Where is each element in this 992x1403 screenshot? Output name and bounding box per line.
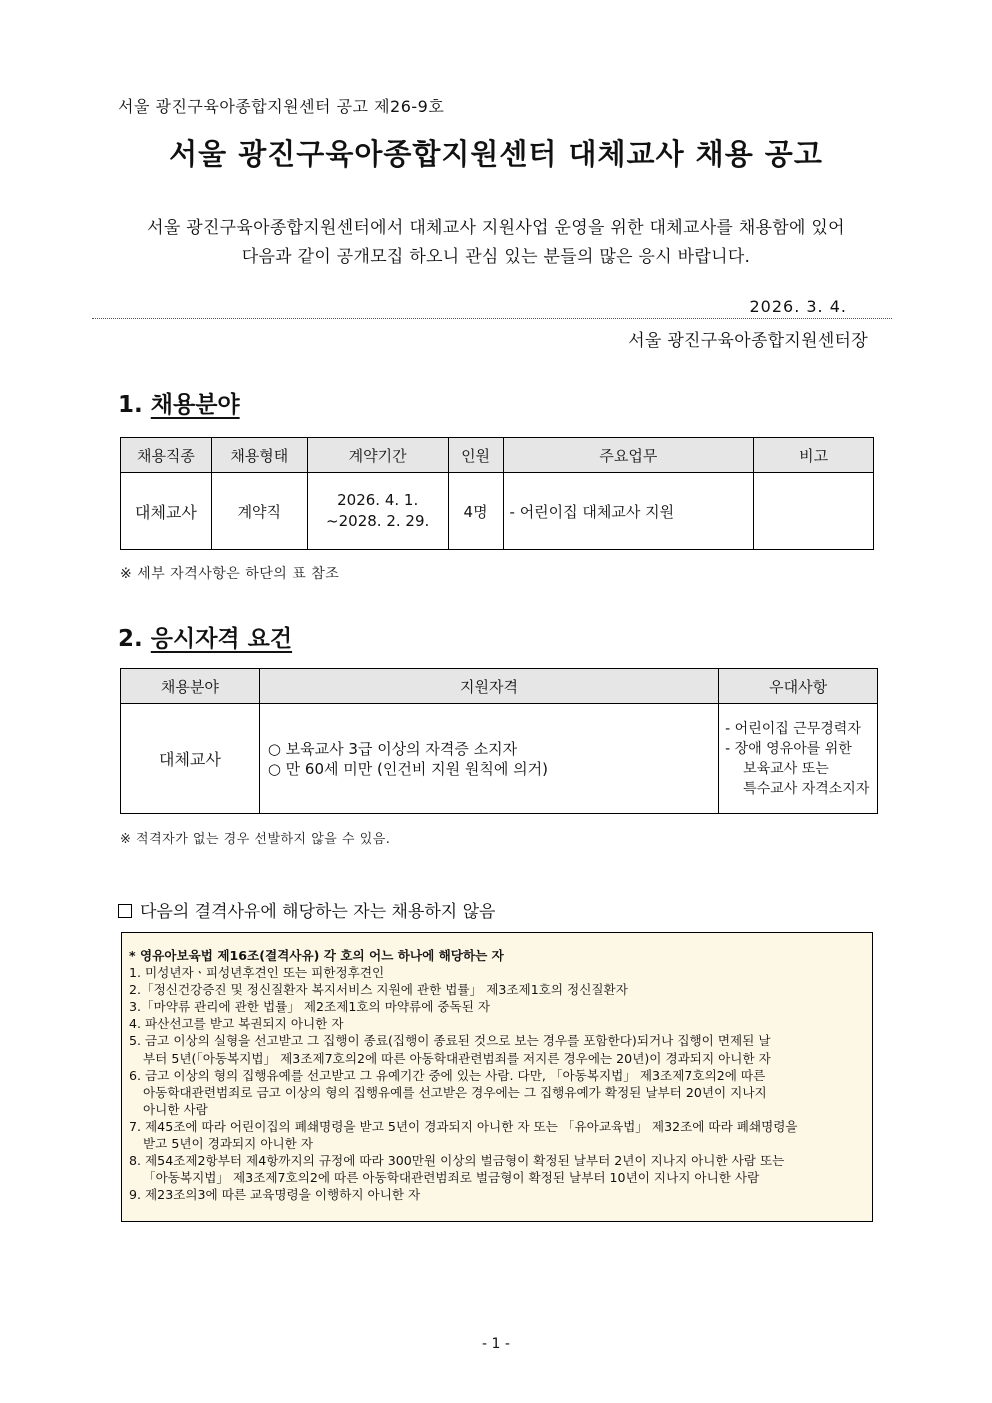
cell-duty: - 어린이집 대체교사 지원 bbox=[503, 473, 754, 550]
section-2-heading bbox=[118, 620, 292, 653]
list-item: 7. 제45조에 따라 어린이집의 폐쇄명령을 받고 5년이 경과되지 아니한 자 또는 「유아교육법」 제32조에 따라 폐쇄명령을 bbox=[129, 1118, 798, 1134]
disqualification-heading bbox=[118, 897, 495, 922]
header-remark: 비고 bbox=[754, 438, 874, 473]
header-type: 채용형태 bbox=[211, 438, 307, 473]
cell-count: 4명 bbox=[448, 473, 503, 550]
cell-preference bbox=[719, 704, 878, 814]
list-item: 8. 제54조제2항부터 제4항까지의 규정에 따라 300만원 이상의 벌금형이 확정된 날부터 2년이 지나지 아니한 사람 또는 bbox=[129, 1153, 785, 1169]
table-header-row bbox=[121, 438, 874, 473]
period-start: 2026. 4. 1. bbox=[337, 491, 419, 509]
section-2-title: 응시자격 요건 bbox=[150, 626, 293, 652]
list-item: 9. 제23조의3에 따른 교육명령을 이행하지 아니한 자 bbox=[129, 1187, 421, 1203]
preference-2: - 장애 영유아를 위한 bbox=[725, 740, 852, 757]
list-item: 「아동복지법」 제3조제7호의2에 따른 아동학대관련범죄로 벌금형이 확정된 날부터 10년이 지나지 아니한 사람 bbox=[143, 1170, 760, 1186]
cell-type: 계약직 bbox=[211, 473, 307, 550]
table-header-row bbox=[121, 669, 878, 704]
list-item: 아동학대관련범죄로 금고 이상의 형의 집행유예를 선고받은 경우에는 그 집행유예가 확정된 날부터 20년이 지나지 bbox=[143, 1084, 767, 1100]
list-item: 부터 5년(「아동복지법」 제3조제7호의2에 따른 아동학대관련범죄를 저지른 경우에는 20년)이 경과되지 아니한 자 bbox=[143, 1050, 771, 1066]
list-item: 5. 금고 이상의 실형을 선고받고 그 집행이 종료(집행이 종료된 것으로 보는 경우를 포함한다)되거나 집행이 면제된 날 bbox=[129, 1033, 771, 1049]
list-item: 2.「정신건강증진 및 정신질환자 복지서비스 지원에 관한 법률」 제3조제1호의 정신질환자 bbox=[129, 982, 628, 998]
notice-date: 2026. 3. 4. bbox=[749, 297, 847, 316]
qualification-table bbox=[120, 668, 878, 814]
disqualification-box-title: * 영유아보육법 제16조(결격사유) 각 호의 어느 하나에 해당하는 자 bbox=[129, 948, 504, 963]
recruitment-table bbox=[120, 437, 874, 550]
cell-job: 대체교사 bbox=[121, 473, 212, 550]
dotted-divider bbox=[92, 318, 892, 319]
cell-qualification bbox=[259, 704, 718, 814]
table-row bbox=[121, 473, 874, 550]
period-end: ~2028. 2. 29. bbox=[326, 512, 430, 530]
list-item: 1. 미성년자ㆍ피성년후견인 또는 피한정후견인 bbox=[129, 965, 385, 981]
disqualification-box bbox=[121, 932, 873, 1222]
intro-line-1: 서울 광진구육아종합지원센터에서 대체교사 지원사업 운영을 위한 대체교사를 채용함에 있어 bbox=[147, 218, 845, 238]
intro-line-2: 다음과 같이 공개모집 하오니 관심 있는 분들의 많은 응시 바랍니다. bbox=[241, 247, 751, 267]
header-qualification: 지원자격 bbox=[259, 669, 718, 704]
header-period: 계약기간 bbox=[307, 438, 448, 473]
preference-3: 보육교사 또는 bbox=[743, 760, 829, 777]
section-1-title: 채용분야 bbox=[150, 392, 240, 418]
qualification-2: ○ 만 60세 미만 (인건비 지원 원칙에 의거) bbox=[267, 759, 548, 778]
notice-number: 서울 광진구육아종합지원센터 공고 제26-9호 bbox=[118, 97, 445, 116]
cell-remark bbox=[754, 473, 874, 550]
table-row bbox=[121, 704, 878, 814]
header-field: 채용분야 bbox=[121, 669, 260, 704]
section-1-heading bbox=[118, 386, 240, 419]
qualification-1: ○ 보육교사 3급 이상의 자격증 소지자 bbox=[267, 739, 518, 758]
list-item: 받고 5년이 경과되지 아니한 자 bbox=[143, 1136, 314, 1152]
cell-field: 대체교사 bbox=[121, 704, 260, 814]
disqualification-heading-text: 다음의 결격사유에 해당하는 자는 채용하지 않음 bbox=[140, 902, 496, 922]
list-item: 4. 파산선고를 받고 복권되지 아니한 자 bbox=[129, 1016, 344, 1032]
list-item: 6. 금고 이상의 형의 집행유예를 선고받고 그 유예기간 중에 있는 사람. 다만, 「아동복지법」 제3조제7호의2에 따른 bbox=[129, 1067, 766, 1083]
section-1-number: 1. bbox=[118, 392, 143, 418]
header-preference: 우대사항 bbox=[719, 669, 878, 704]
list-item: 3.「마약류 관리에 관한 법률」 제2조제1호의 마약류에 중독된 자 bbox=[129, 999, 491, 1015]
header-count: 인원 bbox=[448, 438, 503, 473]
cell-period bbox=[307, 473, 448, 550]
page-number: - 1 - bbox=[482, 1336, 510, 1352]
preference-4: 특수교사 자격소지자 bbox=[743, 780, 870, 797]
section-2-note: ※ 적격자가 없는 경우 선발하지 않을 수 있음. bbox=[120, 832, 391, 847]
list-item: 아니한 사람 bbox=[143, 1101, 208, 1117]
page-title: 서울 광진구육아종합지원센터 대체교사 채용 공고 bbox=[169, 137, 823, 171]
header-job: 채용직종 bbox=[121, 438, 212, 473]
section-1-note: ※ 세부 자격사항은 하단의 표 참조 bbox=[120, 566, 340, 582]
checkbox-icon bbox=[118, 904, 132, 918]
section-2-number: 2. bbox=[118, 626, 143, 652]
preference-1: - 어린이집 근무경력자 bbox=[725, 720, 861, 737]
signer: 서울 광진구육아종합지원센터장 bbox=[628, 331, 868, 351]
header-duty: 주요업무 bbox=[503, 438, 754, 473]
